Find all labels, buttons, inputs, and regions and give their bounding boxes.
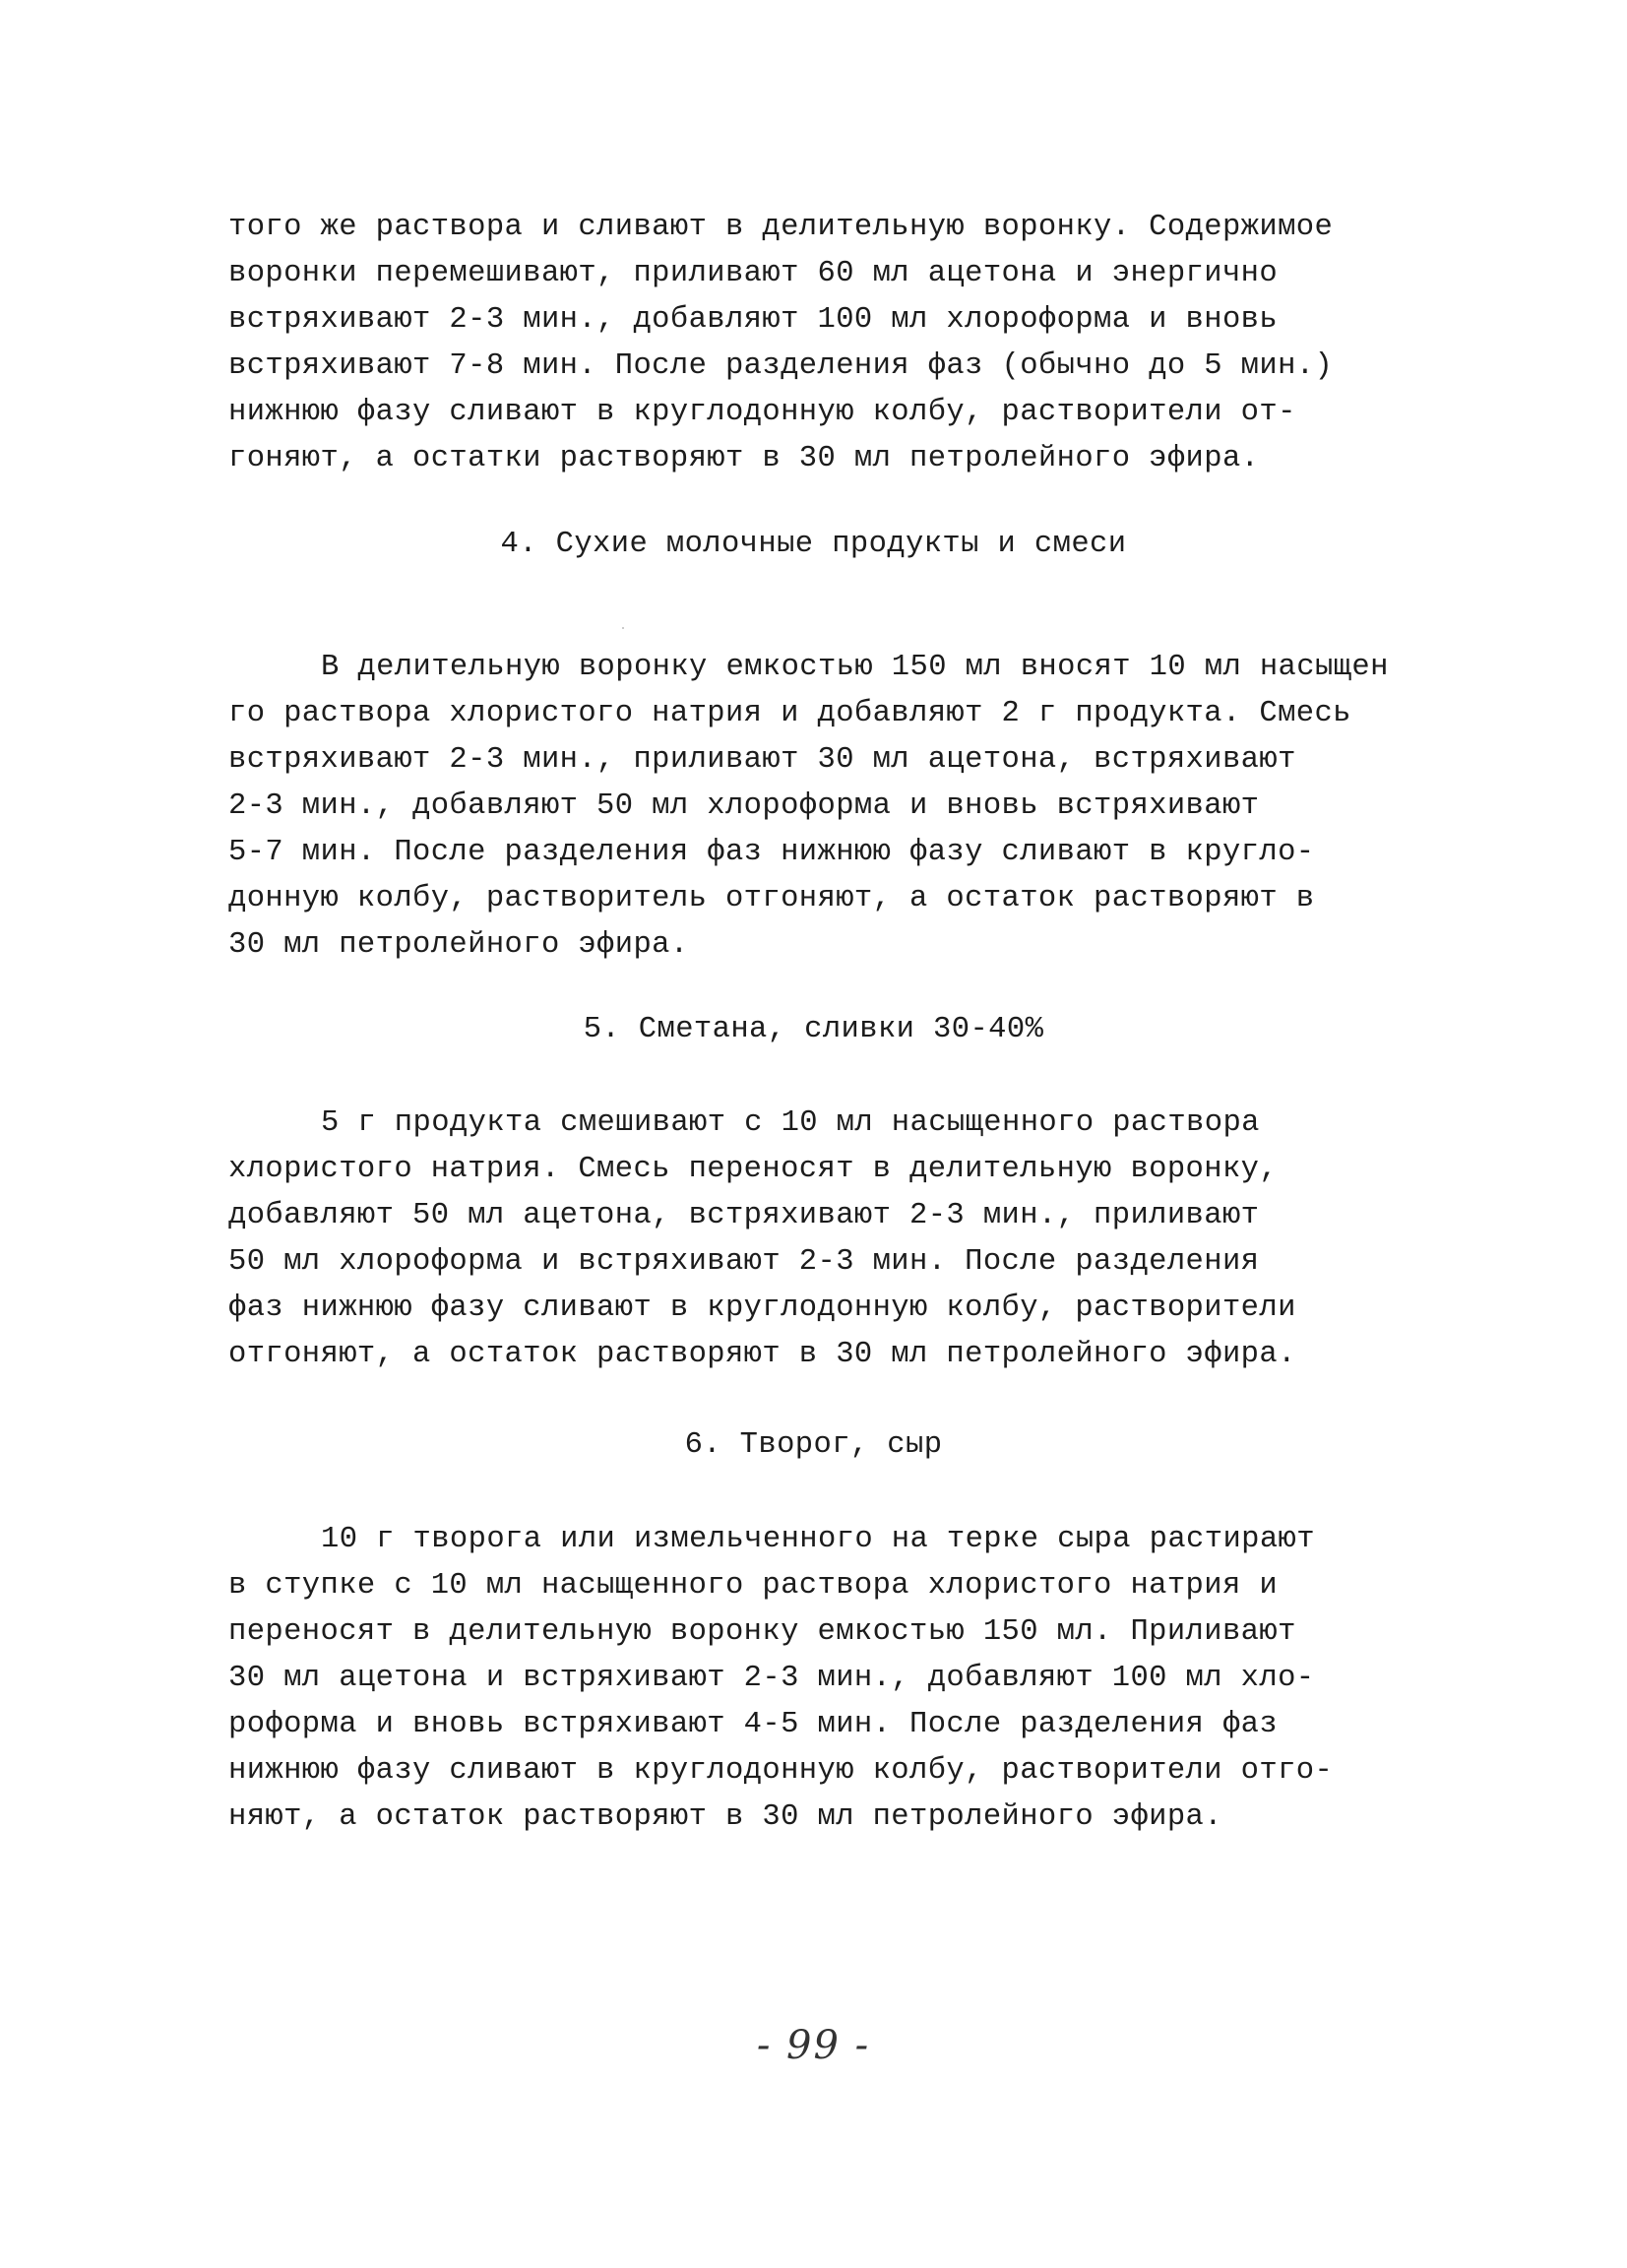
text-line: фаз нижнюю фазу сливают в круглодонную колбу, растворители [228, 1292, 1296, 1325]
text-line: 10 г творога или измельченного на терке сыра растирают [321, 1523, 1315, 1556]
section-heading-5: 5. Сметана, сливки 30-40% [583, 1013, 1044, 1046]
scan-speck [622, 627, 624, 629]
text-line: 5-7 мин. После разделения фаз нижнюю фазу сливают в кругло- [228, 836, 1315, 869]
text-line: добавляют 50 мл ацетона, встряхивают 2-3 мин., приливают [228, 1199, 1260, 1232]
text-line: 2-3 мин., добавляют 50 мл хлороформа и вновь встряхивают [228, 789, 1260, 823]
text-line: роформа и вновь встряхивают 4-5 мин. После разделения фаз [228, 1708, 1279, 1741]
text-line: встряхивают 2-3 мин., приливают 30 мл ацетона, встряхивают [228, 743, 1296, 777]
text-line: того же раствора и сливают в делительную воронку. Содержимое [228, 211, 1334, 244]
section-heading-6: 6. Творог, сыр [684, 1428, 943, 1462]
text-line: нижнюю фазу сливают в круглодонную колбу, растворители отго- [228, 1754, 1334, 1788]
text-line: В делительную воронку емкостью 150 мл вносят 10 мл насыщен [321, 651, 1389, 684]
text-line: няют, а остаток растворяют в 30 мл петролейного эфира. [228, 1800, 1222, 1834]
text-line: встряхивают 7-8 мин. После разделения фаз (обычно до 5 мин.) [228, 349, 1334, 383]
text-line: отгоняют, а остаток растворяют в 30 мл петролейного эфира. [228, 1338, 1296, 1371]
text-line: 30 мл петролейного эфира. [228, 928, 689, 962]
text-line: воронки перемешивают, приливают 60 мл ацетона и энергично [228, 257, 1279, 290]
text-line: гоняют, а остатки растворяют в 30 мл петролейного эфира. [228, 442, 1260, 475]
text-line: в ступке с 10 мл насыщенного раствора хлористого натрия и [228, 1569, 1279, 1603]
text-line: 30 мл ацетона и встряхивают 2-3 мин., добавляют 100 мл хло- [228, 1662, 1315, 1695]
text-line: встряхивают 2-3 мин., добавляют 100 мл хлороформа и вновь [228, 303, 1279, 337]
text-line: го раствора хлористого натрия и добавляют 2 г продукта. Смесь [228, 697, 1351, 730]
text-line: 50 мл хлороформа и встряхивают 2-3 мин. После разделения [228, 1245, 1260, 1279]
section-heading-4: 4. Сухие молочные продукты и смеси [500, 528, 1127, 561]
text-line: переносят в делительную воронку емкостью 150 мл. Приливают [228, 1615, 1296, 1649]
text-line: хлористого натрия. Смесь переносят в делительную воронку, [228, 1153, 1279, 1186]
text-line: нижнюю фазу сливают в круглодонную колбу, растворители от- [228, 396, 1296, 429]
text-line: донную колбу, растворитель отгоняют, а остаток растворяют в [228, 882, 1315, 915]
page-number: - 99 - [756, 2023, 871, 2068]
text-line: 5 г продукта смешивают с 10 мл насыщенного раствора [321, 1106, 1260, 1140]
